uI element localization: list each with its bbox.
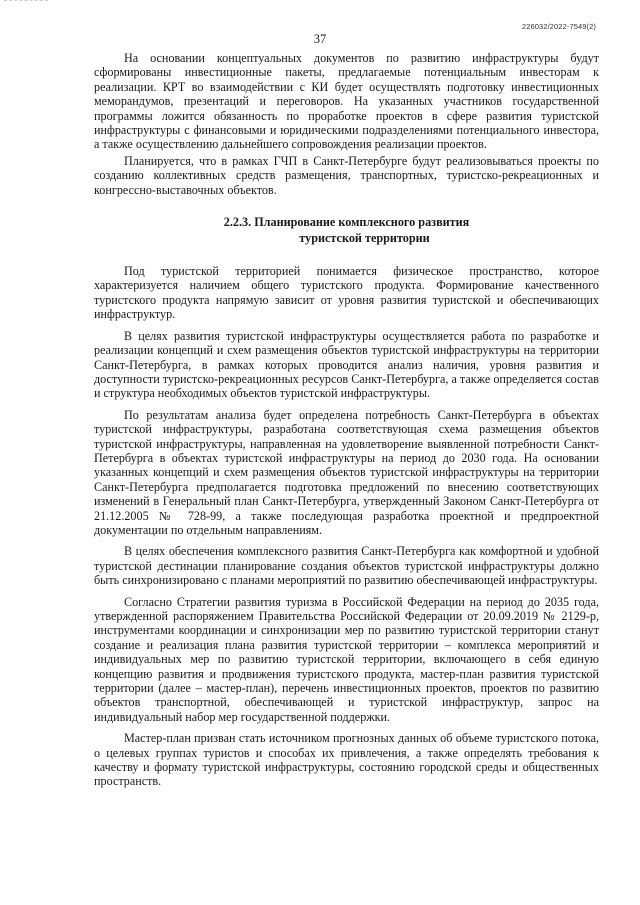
section-heading-line-1: 2.2.3. Планирование комплексного развития [223,215,470,230]
paragraph-ppp-projects: Планируется, что в рамках ГЧП в Санкт-Петербурге будут реализовываться проекты по созданию коллективных средств размещения, транспортных, туристско-рекреационных и конгрессно-выставочных объектов. [94,153,599,197]
paragraph-synchronization: В целях обеспечения комплексного развития Санкт-Петербурга как комфортной и удобной туристской дестинации планирование создания объектов туристской инфраструктуры должно быть синхронизировано с планами мероприятий по развитию обеспечивающей инфраструктуры. [94,544,599,588]
paragraph-infrastructure-concepts: В целях развития туристской инфраструктуры осуществляется работа по разработке и реализации концепций и схем размещения объектов туристской инфраструктуры на территории Санкт-Петербурга, в рамках которых проводится анализ наличия, уровня развития и доступности туристско-рекреационных ресурсов Санкт-Петербурга, а также определяется состав и структура необходимых объектов туристской инфраструктуры. [94,328,599,401]
document-body [94,51,599,789]
page-number: 37 [313,32,327,46]
paragraph-investment-packages: На основании концептуальных документов по развитию инфраструктуры будут сформированы инвестиционные пакеты, предлагаемые потенциальным инвесторам к реализации. КРТ во взаимодействии с КИ будет осуществлять подготовку инвестиционных меморандумов, презентаций и переговоров. На указанных участников государственной программы ложится обязанность по проработке проектов в сфере развития туристской инфраструктуры с финансовыми и юридическими подразделениями потенциального инвестора, а также осуществлению дальнейшего сопровождения реализации проектов. [94,51,599,152]
registration-number: 226032/2022-7549(2) [521,22,596,31]
scan-edge-mark [4,0,48,4]
section-heading-line-2: туристской территории [299,231,430,246]
paragraph-tourist-territory-definition: Под туристской территорией понимается физическое пространство, которое характеризуется наличием общего туристского продукта. Формирование качественного туристского продукта напрямую зависит от уровня развития туристской и обеспечивающих инфраструктур. [94,264,599,322]
section-heading [94,214,599,246]
paragraph-master-plan: Мастер-план призван стать источником прогнозных данных об объеме туристского потока, о целевых группах туристов и способах их привлечения, а также определять требования к качеству и формату туристской инфраструктуры, состоянию городской среды и общественных пространств. [94,731,599,789]
paragraph-strategy-2035: Согласно Стратегии развития туризма в Российской Федерации на период до 2035 года, утвержденной распоряжением Правительства Российской Федерации от 20.09.2019 № 2129-р, инструментами координации и синхронизации мер по развитию туристской территории станут создание и реализация плана развития туристской территории – комплекса мероприятий и индивидуальных мер по развитию туристской территории, включающего в себя единую концепцию развития и продвижения туристского продукта, мастер-план развития туристской территории (далее – мастер-план), перечень инвестиционных проектов, проектов по развитию объектов транспортной, обеспечивающей и туристской инфраструктур, запрос на индивидуальный набор мер государственной поддержки. [94,594,599,724]
paragraph-analysis-results: По результатам анализа будет определена потребность Санкт-Петербурга в объектах туристской инфраструктуры, разработана соответствующая схема размещения объектов туристской инфраструктуры, направленная на удовлетворение выявленной потребности Санкт-Петербурга в объектах туристской инфраструктуры на период до 2030 года. На основании указанных концепций и схем размещения объектов туристской инфраструктуры на территории Санкт-Петербурга предполагается подготовка предложений по внесению соответствующих изменений в Генеральный план Санкт-Петербурга, утвержденный Законом Санкт-Петербурга от 21.12.2005 № 728-99, а также последующая разработка проектной и предпроектной документации по отдельным направлениям. [94,407,599,537]
